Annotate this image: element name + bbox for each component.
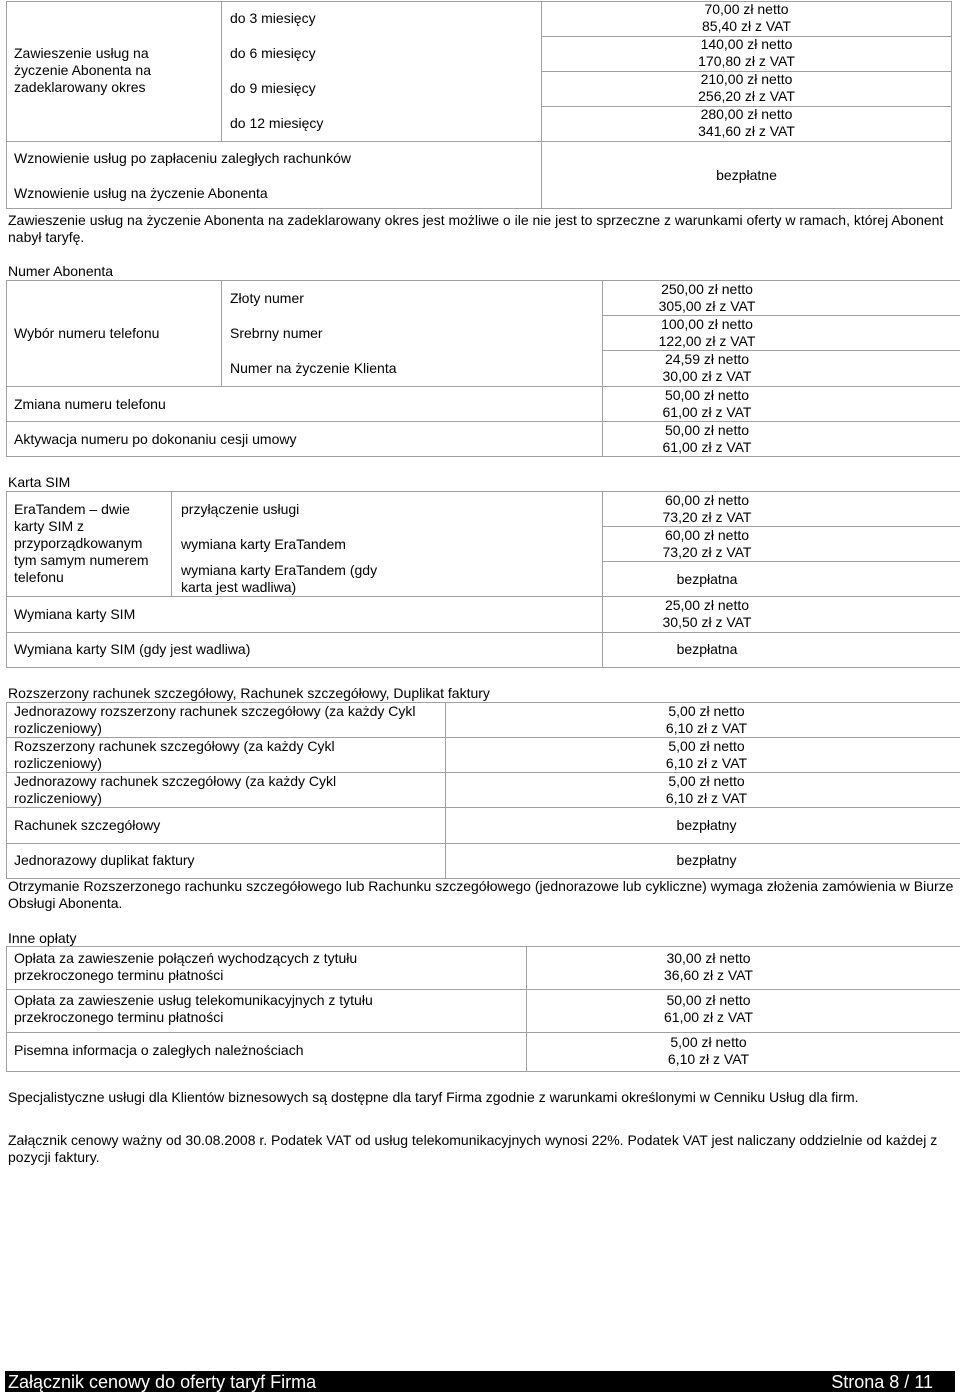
price-cell	[526, 950, 891, 984]
billing-row-label: Rozszerzony rachunek szczegółowy (za każdy Cykl rozliczeniowy)	[14, 738, 335, 771]
service-connect: przyłączenie usługi	[181, 501, 300, 517]
custom-number: Numer na życzenie Klienta	[230, 360, 397, 376]
business-note: Specjalistyczne usługi dla Klientów biznesowych są dostępne dla taryf Firma zgodnie z warunkami określonymi w Cenniku Usług dla firm.	[8, 1089, 859, 1105]
number-activation-label: Aktywacja numeru po dokonaniu cesji umowy	[14, 431, 297, 447]
divider	[6, 141, 952, 142]
price-cell	[541, 36, 952, 70]
price-net: 50,00 zł netto	[664, 422, 750, 438]
divider	[602, 632, 960, 633]
price-cell	[541, 71, 952, 105]
suspension-note: Zawieszenie usług na życzenie Abonenta na zadeklarowany okres jest możliwe o ile nie jest to sprzeczne z warunkami oferty w ramach, której Abonent nabył taryfę.	[8, 212, 944, 245]
price-net: 140,00 zł netto	[700, 36, 793, 52]
resume-request-label: Wznowienie usług na życzenie Abonenta	[14, 185, 268, 201]
sim-replace-defective-label: Wymiana karty SIM (gdy jest wadliwa)	[14, 641, 251, 657]
divider	[6, 632, 602, 633]
price-net: 5,00 zł netto	[668, 703, 745, 719]
price-net: 30,00 zł netto	[666, 950, 751, 966]
price-vat: 73,20 zł z VAT	[662, 509, 752, 525]
silver-number: Srebrny numer	[230, 325, 323, 341]
price-vat: 61,00 zł z VAT	[662, 404, 752, 420]
price-vat: 73,20 zł z VAT	[662, 544, 752, 560]
page-footer	[5, 1370, 955, 1393]
other-row-label: Opłata za zawieszenie usług telekomunikacyjnych z tytułu przekroczonego terminu płatności	[14, 992, 373, 1025]
price-vat: 61,00 zł z VAT	[664, 1009, 753, 1025]
price-cell	[602, 351, 812, 385]
price-free: bezpłatna	[676, 641, 738, 657]
billing-row-label: Jednorazowy duplikat faktury	[14, 852, 195, 868]
price-net: 100,00 zł netto	[661, 316, 753, 332]
price-vat: 61,00 zł z VAT	[662, 439, 752, 455]
price-cell	[602, 597, 812, 631]
price-net: 5,00 zł netto	[670, 1034, 747, 1050]
price-cell	[541, 1, 952, 35]
period-3m: do 3 miesięcy	[230, 10, 316, 26]
other-row-label: Pisemna informacja o zaległych należnościach	[14, 1042, 304, 1058]
number-heading: Numer Abonenta	[8, 263, 114, 279]
price-net: 60,00 zł netto	[664, 527, 750, 543]
price-vat: 36,60 zł z VAT	[664, 967, 753, 983]
gold-number: Złoty numer	[230, 290, 304, 306]
footer-title: Załącznik cenowy do oferty taryf Firma	[8, 1372, 317, 1392]
price-free: bezpłatny	[676, 817, 737, 833]
billing-row-label: Rachunek szczegółowy	[14, 817, 161, 833]
price-net: 280,00 zł netto	[700, 106, 793, 122]
page-number: Strona 8 / 11	[831, 1372, 933, 1392]
divider	[6, 843, 960, 844]
eratandem-label: EraTandem – dwie karty SIM z przyporządkowanym tym samym numerem telefonu	[14, 501, 149, 585]
other-row-label: Opłata za zawieszenie połączeń wychodzących z tytułu przekroczonego terminu płatności	[14, 950, 358, 983]
service-replace-defective: wymiana karty EraTandem (gdy karta jest wadliwa)	[181, 562, 378, 595]
price-cell	[526, 1034, 891, 1068]
price-vat: 170,80 zł z VAT	[698, 53, 795, 69]
price-cell	[602, 527, 812, 561]
price-vat: 30,00 zł z VAT	[662, 368, 752, 384]
period-6m: do 6 miesięcy	[230, 45, 316, 61]
price-vat: 6,10 zł z VAT	[665, 755, 748, 771]
validity-note: Załącznik cenowy ważny od 30.08.2008 r. Podatek VAT od usług telekomunikacyjnych wynosi 22%. Podatek VAT jest naliczany oddzielnie od każdej z pozycji faktury.	[8, 1132, 938, 1165]
price-cell	[602, 281, 812, 315]
price-vat: 6,10 zł z VAT	[665, 720, 748, 736]
price-cell	[602, 316, 812, 350]
price-cell	[602, 387, 812, 421]
price-net: 210,00 zł netto	[700, 71, 793, 87]
billing-note: Otrzymanie Rozszerzonego rachunku szczegółowego lub Rachunku szczegółowego (jednorazowe lub cykliczne) wymaga złożenia zamówienia w Biurze Obsługi Abonenta.	[8, 878, 954, 911]
price-net: 5,00 zł netto	[668, 738, 745, 754]
period-12m: do 12 miesięcy	[230, 115, 324, 131]
price-net: 50,00 zł netto	[664, 387, 750, 403]
divider	[221, 280, 222, 386]
divider	[6, 989, 960, 990]
price-net: 250,00 zł netto	[661, 281, 753, 297]
price-vat: 122,00 zł z VAT	[658, 333, 756, 349]
price-net: 70,00 zł netto	[704, 1, 789, 17]
price-cell	[602, 492, 812, 526]
number-change-label: Zmiana numeru telefonu	[14, 396, 166, 412]
price-cell	[526, 992, 891, 1026]
price-net: 5,00 zł netto	[668, 773, 745, 789]
divider	[221, 1, 222, 141]
price-net: 25,00 zł netto	[664, 597, 750, 613]
resume-price: bezpłatne	[716, 167, 777, 183]
price-cell	[445, 703, 960, 737]
divider	[6, 421, 602, 422]
billing-row-label: Jednorazowy rozszerzony rachunek szczegółowy (za każdy Cykl rozliczeniowy)	[14, 703, 416, 736]
price-cell	[541, 106, 952, 140]
price-cell	[445, 773, 960, 807]
divider	[171, 491, 172, 596]
price-net: 60,00 zł netto	[664, 492, 750, 508]
period-9m: do 9 miesięcy	[230, 80, 316, 96]
price-vat: 6,10 zł z VAT	[667, 1051, 750, 1067]
sim-replace-label: Wymiana karty SIM	[14, 606, 136, 622]
service-replace: wymiana karty EraTandem	[181, 536, 346, 552]
divider	[6, 596, 602, 597]
price-cell	[602, 422, 812, 456]
price-vat: 6,10 zł z VAT	[665, 790, 748, 806]
price-cell	[445, 738, 960, 772]
price-free: bezpłatny	[676, 852, 737, 868]
price-net: 24,59 zł netto	[664, 351, 750, 367]
resume-unpaid-label: Wznowienie usług po zapłaceniu zaległych rachunków	[14, 150, 351, 166]
divider	[6, 386, 602, 387]
divider	[602, 561, 960, 562]
sim-heading: Karta SIM	[8, 474, 71, 490]
price-net: 50,00 zł netto	[666, 992, 751, 1008]
billing-heading: Rozszerzony rachunek szczegółowy, Rachunek szczegółowy, Duplikat faktury	[8, 685, 490, 701]
divider	[6, 807, 960, 808]
price-vat: 30,50 zł z VAT	[662, 614, 752, 630]
divider	[6, 1032, 960, 1033]
price-vat: 341,60 zł z VAT	[698, 123, 795, 139]
price-vat: 305,00 zł z VAT	[658, 298, 756, 314]
billing-row-label: Jednorazowy rachunek szczegółowy (za każdy Cykl rozliczeniowy)	[14, 773, 337, 806]
price-vat: 85,40 zł z VAT	[702, 18, 791, 34]
other-heading: Inne opłaty	[8, 930, 77, 946]
price-vat: 256,20 zł z VAT	[698, 88, 795, 104]
suspension-label: Zawieszenie usług na życzenie Abonenta na zadeklarowany okres	[14, 45, 151, 95]
number-choice-label: Wybór numeru telefonu	[14, 325, 160, 341]
price-free: bezpłatna	[676, 571, 738, 587]
